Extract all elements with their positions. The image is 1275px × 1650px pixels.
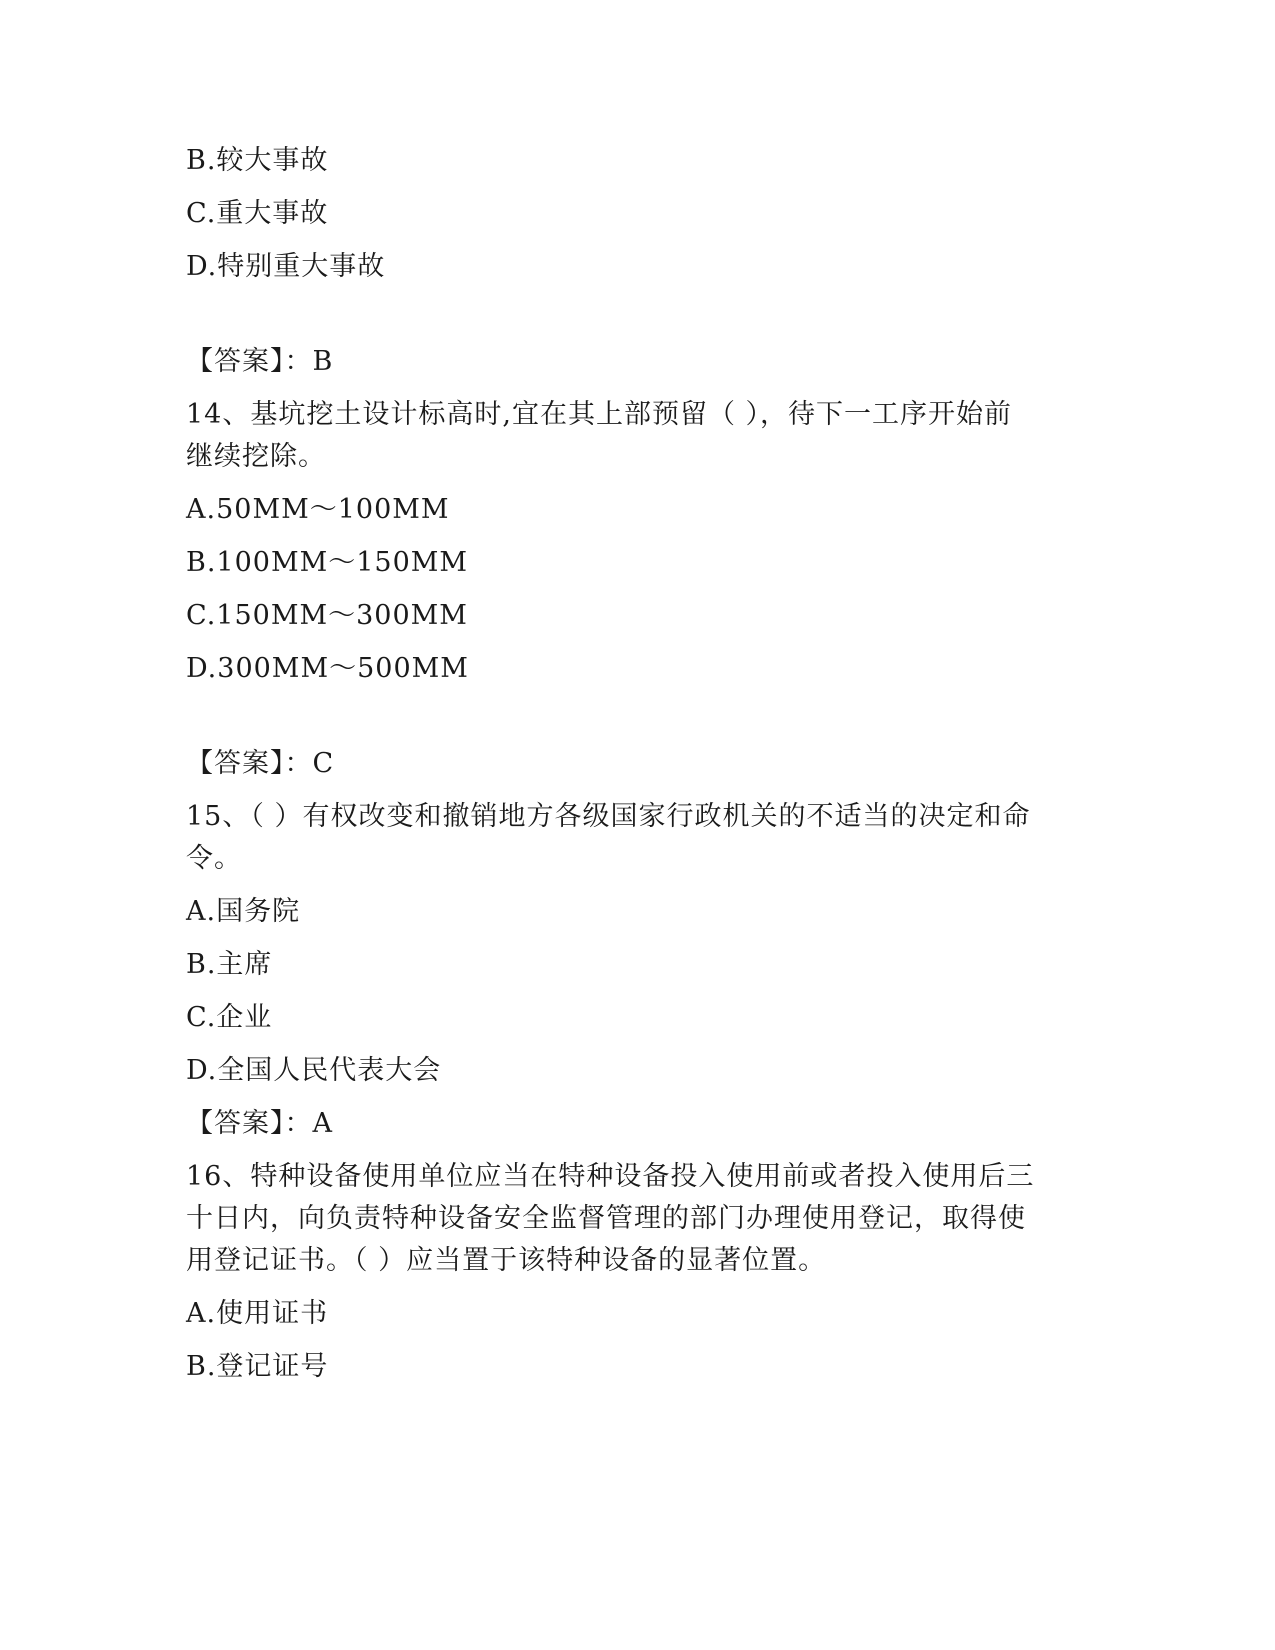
q16-stem-line2: 十日内，向负责特种设备安全监督管理的部门办理使用登记，取得使 (186, 1203, 1026, 1234)
q14-answer: 【答案】：C (186, 748, 335, 779)
q16-stem-line1: 16、特种设备使用单位应当在特种设备投入使用前或者投入使用后三 (186, 1161, 1035, 1192)
q14-option-d: D.300MM～500MM (186, 653, 469, 684)
q13-answer: 【答案】：B (186, 346, 334, 377)
q13-option-b: B.较大事故 (186, 145, 329, 176)
q14-option-c: C.150MM～300MM (186, 600, 468, 631)
q15-answer: 【答案】：A (186, 1108, 333, 1139)
q14-option-a: A.50MM～100MM (186, 494, 450, 525)
q14-option-b: B.100MM～150MM (186, 547, 469, 578)
q15-option-b: B.主席 (186, 949, 273, 980)
q16-option-a: A.使用证书 (186, 1298, 329, 1329)
q14-stem-line2: 继续挖除。 (186, 441, 326, 472)
q16-stem-line3: 用登记证书。（ ）应当置于该特种设备的显著位置。 (186, 1245, 827, 1276)
q16-option-b: B.登记证号 (186, 1351, 329, 1382)
q15-stem-line2: 令。 (186, 843, 242, 874)
q14-stem-line1: 14、基坑挖土设计标高时,宜在其上部预留（ ），待下一工序开始前 (186, 399, 1013, 430)
q15-option-a: A.国务院 (186, 896, 301, 927)
q13-option-d: D.特别重大事故 (186, 251, 386, 282)
q13-option-c: C.重大事故 (186, 198, 329, 229)
q15-option-c: C.企业 (186, 1002, 273, 1033)
q15-option-d: D.全国人民代表大会 (186, 1055, 442, 1086)
q15-stem-line1: 15、（ ）有权改变和撤销地方各级国家行政机关的不适当的决定和命 (186, 801, 1031, 832)
